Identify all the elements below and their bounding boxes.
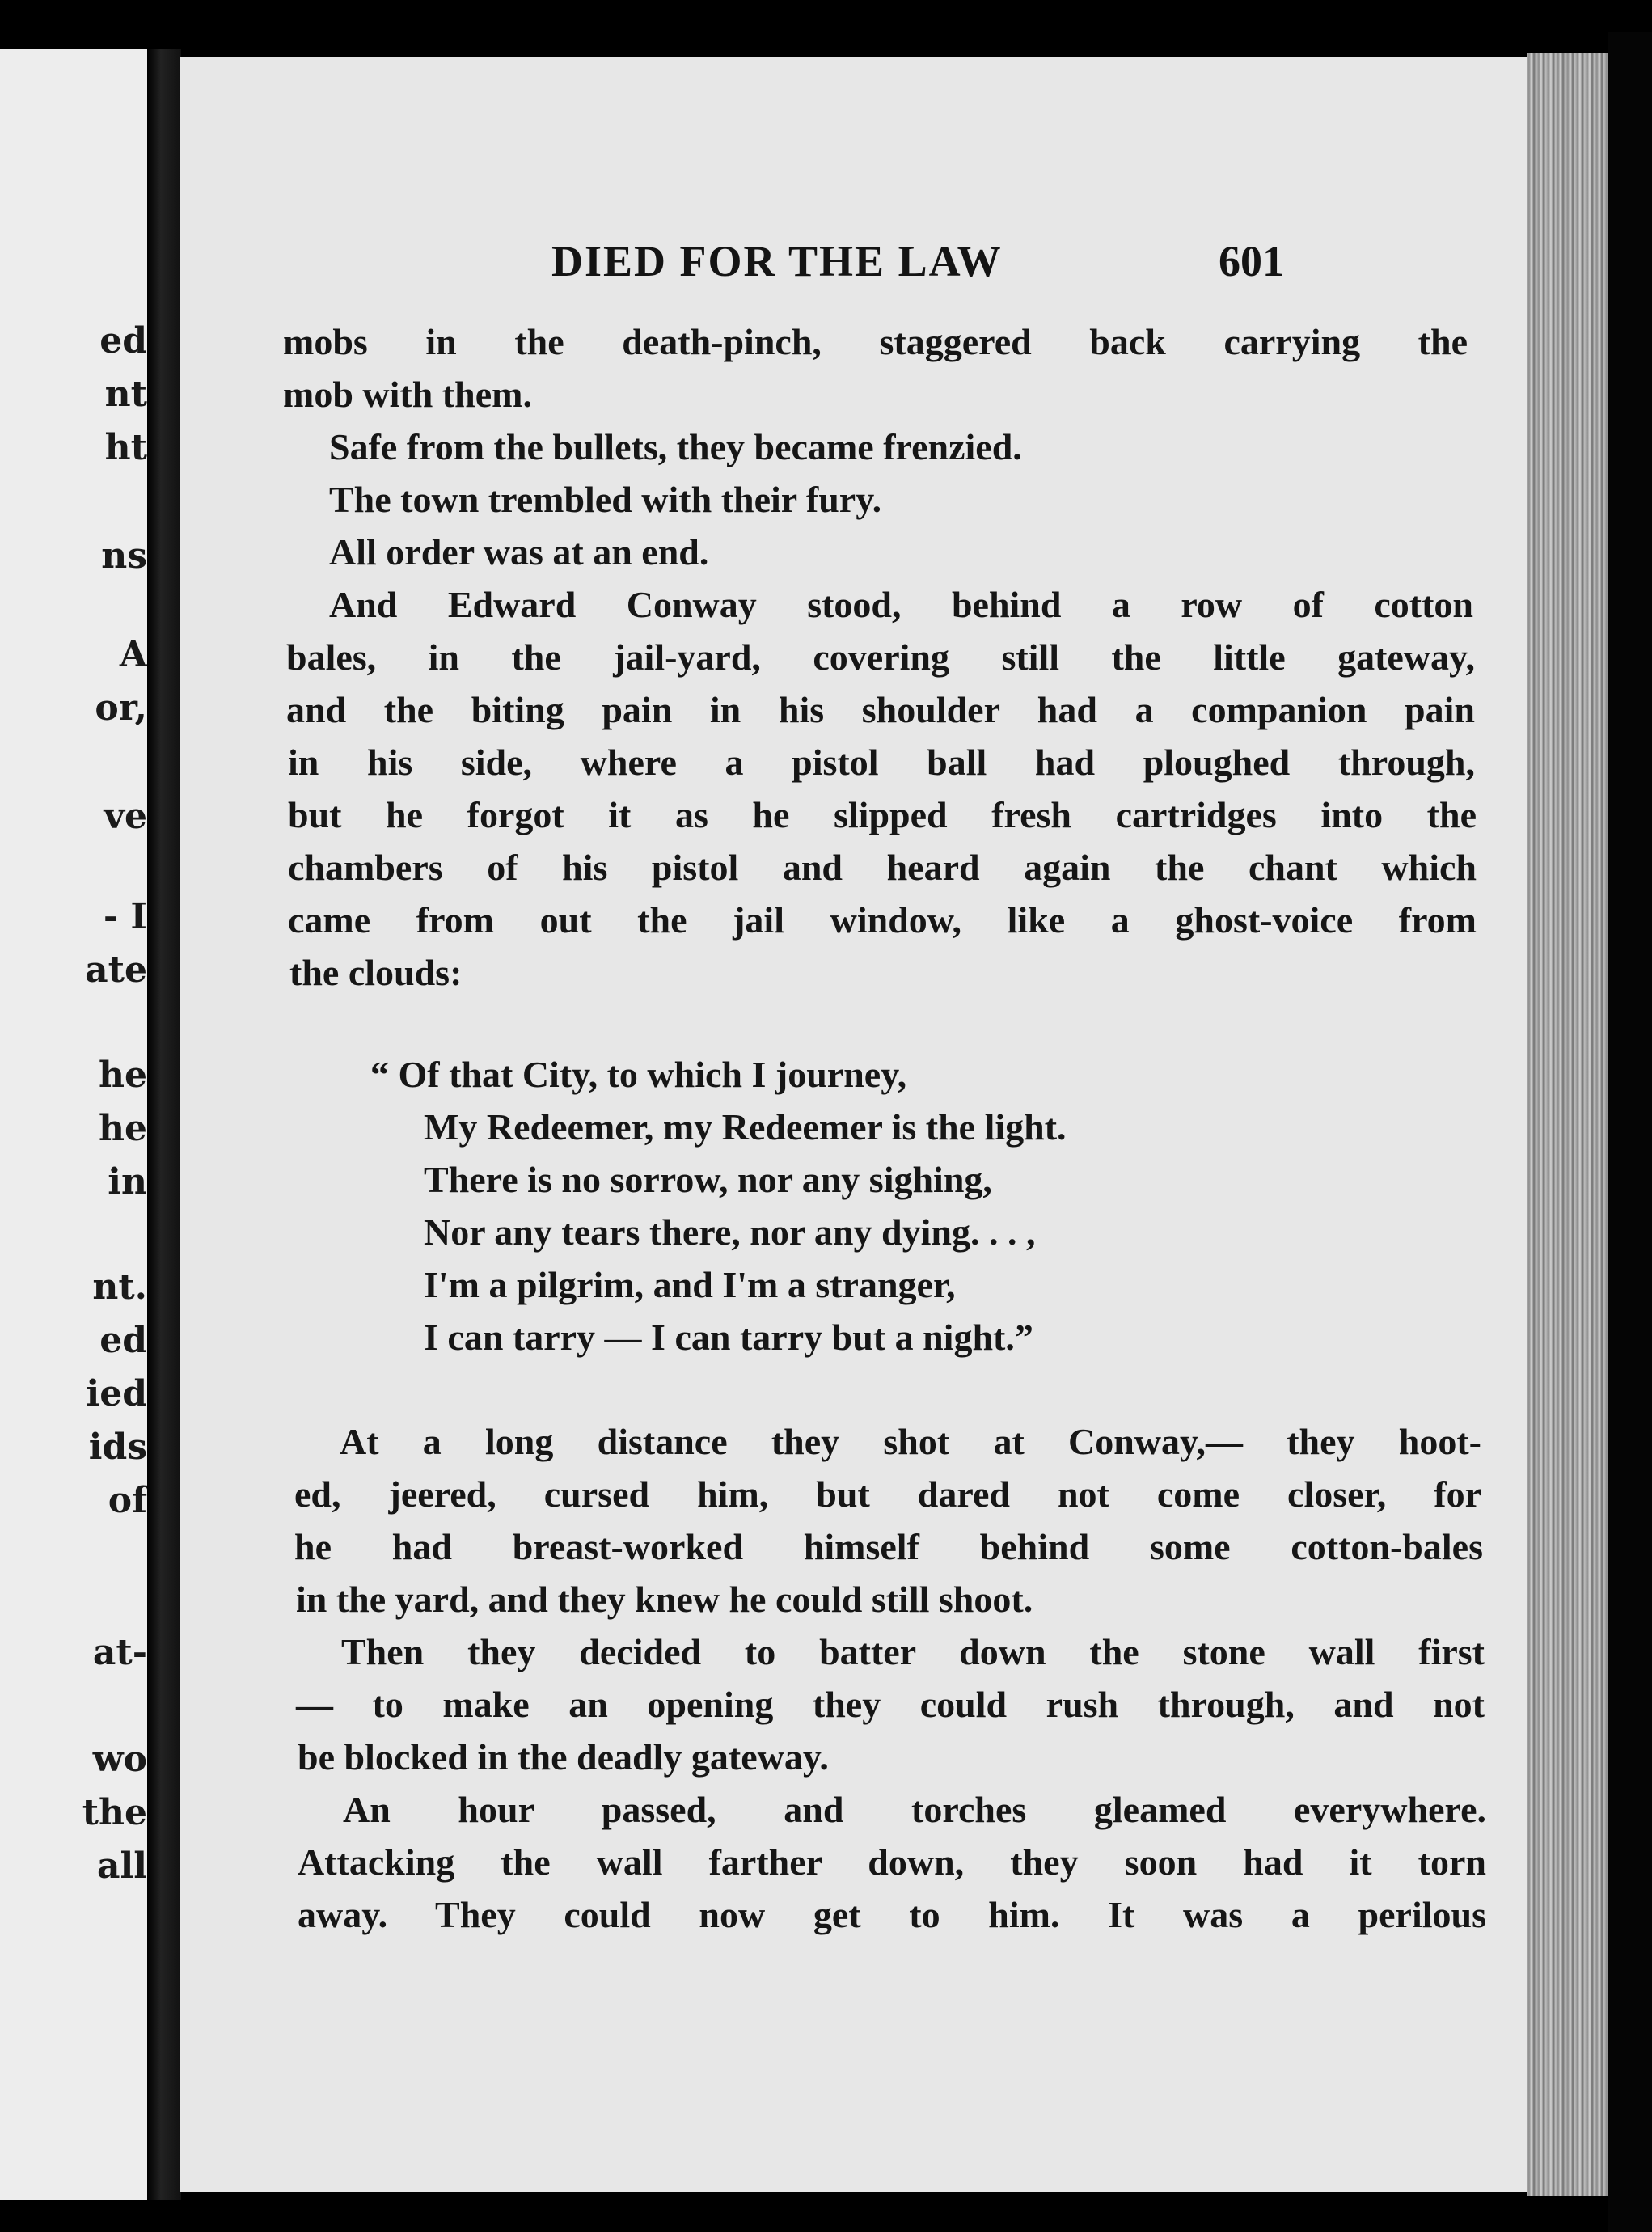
scan-border (1608, 32, 1652, 2232)
verse-line: My Redeemer, my Redeemer is the light. (424, 1106, 1067, 1148)
left-page-line: A (119, 634, 147, 675)
left-page-line: he (99, 1108, 147, 1149)
text-line: the clouds: (289, 952, 463, 993)
verse-line: I'm a pilgrim, and I'm a stranger, (424, 1264, 956, 1305)
left-page-line: or, (95, 687, 147, 729)
text-line: in his side, where a pistol ball had ploughed through, (288, 742, 1475, 783)
book-gutter (147, 49, 181, 2200)
left-page-line: ate (85, 949, 147, 991)
left-page-line: ns (101, 535, 147, 577)
left-page-line: all (97, 1845, 147, 1887)
text-line: Then they decided to batter down the stone wall first (341, 1631, 1485, 1672)
left-page-line: ht (104, 427, 147, 468)
text-line: Safe from the bullets, they became frenzied. (329, 426, 1022, 467)
left-page-line: - I (103, 896, 147, 937)
text-line: be blocked in the deadly gateway. (298, 1736, 829, 1778)
left-page-line: he (99, 1055, 147, 1096)
left-page-line: nt (104, 374, 147, 415)
text-line: he had breast-worked himself behind some cotton-bales (294, 1526, 1483, 1567)
text-line: All order was at an end. (329, 531, 709, 573)
verse-line: “ Of that City, to which I journey, (370, 1054, 907, 1095)
left-page-line: ve (104, 796, 147, 837)
book-page (180, 57, 1528, 2192)
left-page-line: the (82, 1792, 147, 1833)
left-page-line: of (108, 1480, 147, 1521)
left-page-line: nt. (92, 1266, 147, 1308)
left-page-line: in (108, 1161, 147, 1203)
text-line: ed, jeered, cursed him, but dared not come closer, for (294, 1473, 1481, 1515)
verse-line: Nor any tears there, nor any dying. . . , (424, 1211, 1036, 1253)
text-line: came from out the jail window, like a ghost-voice from (288, 899, 1477, 941)
text-line: in the yard, and they knew he could still shoot. (296, 1579, 1033, 1620)
left-page-line: ids (88, 1427, 147, 1468)
text-line: At a long distance they shot at Conway,— they hoot- (340, 1421, 1481, 1462)
verse-line: There is no sorrow, nor any sighing, (424, 1159, 992, 1200)
page-edge (1527, 53, 1608, 2196)
previous-page-fragment (0, 49, 147, 2200)
text-line: mobs in the death-pinch, staggered back carrying the (283, 321, 1468, 362)
left-page-line: ed (99, 320, 147, 361)
text-line: bales, in the jail-yard, covering still the little gateway, (286, 636, 1475, 678)
verse-line: I can tarry — I can tarry but a night.” (424, 1317, 1033, 1358)
text-line: mob with them. (283, 374, 532, 415)
page-number: 601 (1219, 237, 1284, 285)
text-line: The town trembled with their fury. (329, 479, 882, 520)
text-line: — to make an opening they could rush through, and not (296, 1684, 1485, 1725)
left-page-line: ied (86, 1373, 147, 1414)
text-line: and the biting pain in his shoulder had a companion pain (286, 689, 1475, 730)
left-page-line: at- (92, 1632, 147, 1673)
running-title: DIED FOR THE LAW (551, 237, 1003, 285)
left-page-line: wo (92, 1739, 147, 1780)
text-line: chambers of his pistol and heard again the chant which (288, 847, 1477, 888)
text-line: And Edward Conway stood, behind a row of cotton (329, 584, 1473, 625)
text-line: away. They could now get to him. It was a perilous (298, 1894, 1486, 1935)
text-line: Attacking the wall farther down, they soon had it torn (298, 1841, 1486, 1883)
text-line: but he forgot it as he slipped fresh cartridges into the (288, 794, 1477, 835)
body-text (180, 57, 1528, 2192)
left-page-line: ed (99, 1320, 147, 1361)
text-line: An hour passed, and torches gleamed everywhere. (343, 1789, 1486, 1830)
